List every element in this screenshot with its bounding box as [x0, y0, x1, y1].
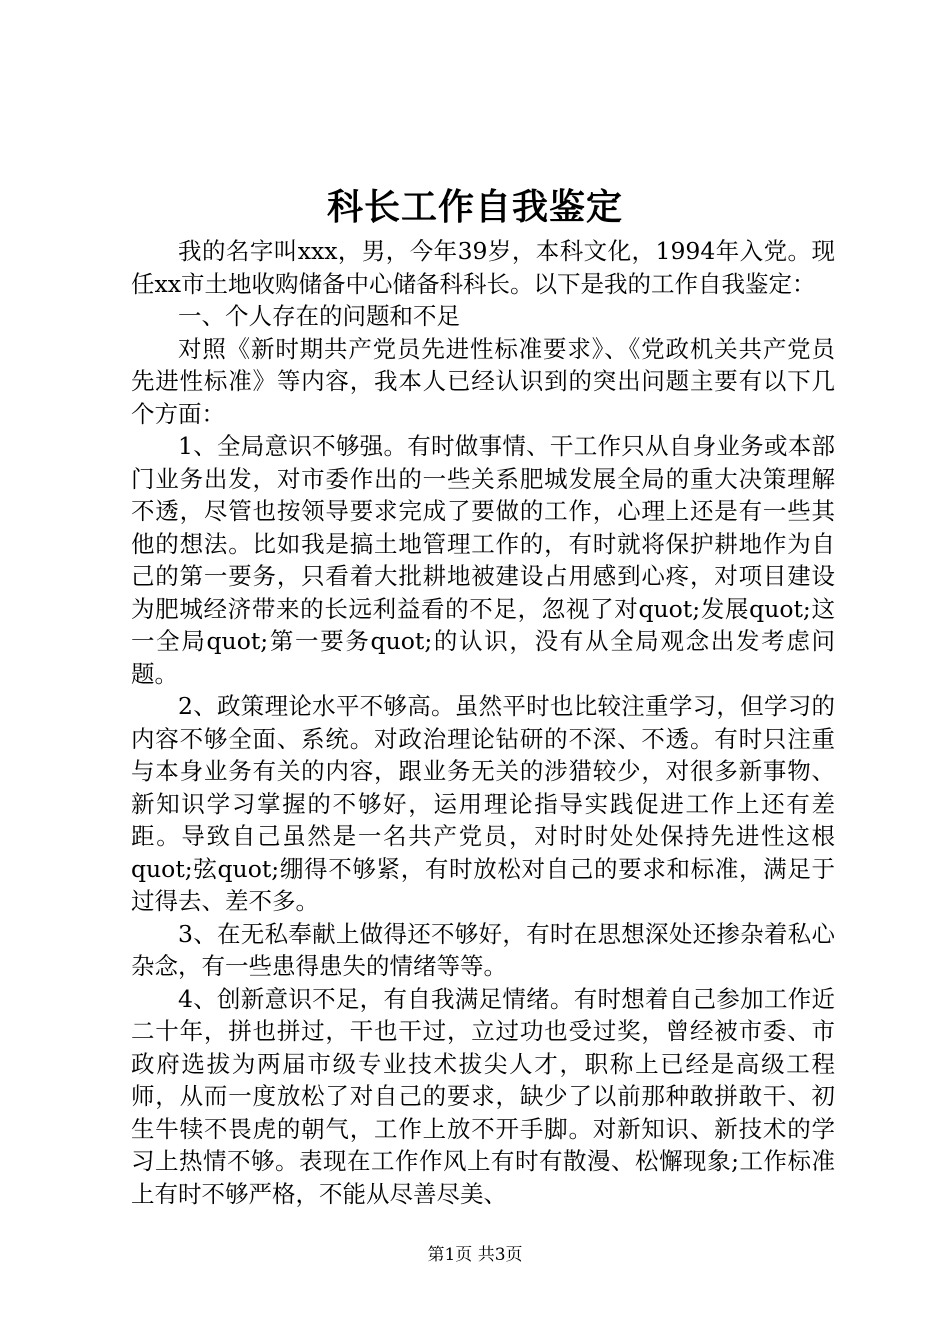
page-footer: 第1页 共3页: [427, 1245, 523, 1265]
paragraph-item-4: 4、创新意识不足，有自我满足情绪。有时想着自己参加工作近二十年，拼也拼过，干也干过，立过功也受过奖，曾经被市委、市政府选拔为两届市级专业技术拔尖人才，职称上已经是高级工程师，从而一度放松了对自己的要求，缺少了以前那种敢拼敢干、初生牛犊不畏虎的朝气，工作上放不开手脚。对新知识、新技术的学习上热情不够。表现在工作作风上有时有散漫、松懈现象;工作标准上有时不够严格，不能从尽善尽美、: [131, 984, 835, 1208]
document-body: [131, 235, 835, 1210]
section-heading: 一、个人存在的问题和不足: [178, 302, 460, 330]
document-title: 科长工作自我鉴定: [326, 186, 623, 228]
paragraph-item-1: 1、全局意识不够强。有时做事情、干工作只从自身业务或本部门业务出发，对市委作出的一些关系肥城发展全局的重大决策理解不透，尽管也按领导要求完成了要做的工作，心理上还是有一些其他的想法。比如我是搞土地管理工作的，有时就将保护耕地作为自己的第一要务，只看着大批耕地被建设占用感到心疼，对项目建设为肥城经济带来的长远利益看的不足，忽视了对quot;发展quot;这一全局quot;第一要务quot;的认识，没有从全局观念出发考虑问题。: [131, 432, 835, 688]
paragraph-item-3: 3、在无私奉献上做得还不够好，有时在思想深处还掺杂着私心杂念，有一些患得患失的情绪等等。: [131, 919, 835, 980]
paragraph-intro: 我的名字叫xxx，男，今年39岁，本科文化，1994年入党。现任xx市土地收购储备中心储备科科长。以下是我的工作自我鉴定：: [131, 237, 835, 298]
paragraph-item-2: 2、政策理论水平不够高。虽然平时也比较注重学习，但学习的内容不够全面、系统。对政治理论钻研的不深、不透。有时只注重与本身业务有关的内容，跟业务无关的涉猎较少，对很多新事物、新知识学习掌握的不够好，运用理论指导实践促进工作上还有差距。导致自己虽然是一名共产党员，对时时处处保持先进性这根quot;弦quot;绷得不够紧，有时放松对自己的要求和标准，满足于过得去、差不多。: [131, 692, 835, 915]
paragraph-standards: 对照《新时期共产党员先进性标准要求》、《党政机关共产党员先进性标准》等内容，我本人已经认识到的突出问题主要有以下几个方面：: [131, 334, 835, 428]
